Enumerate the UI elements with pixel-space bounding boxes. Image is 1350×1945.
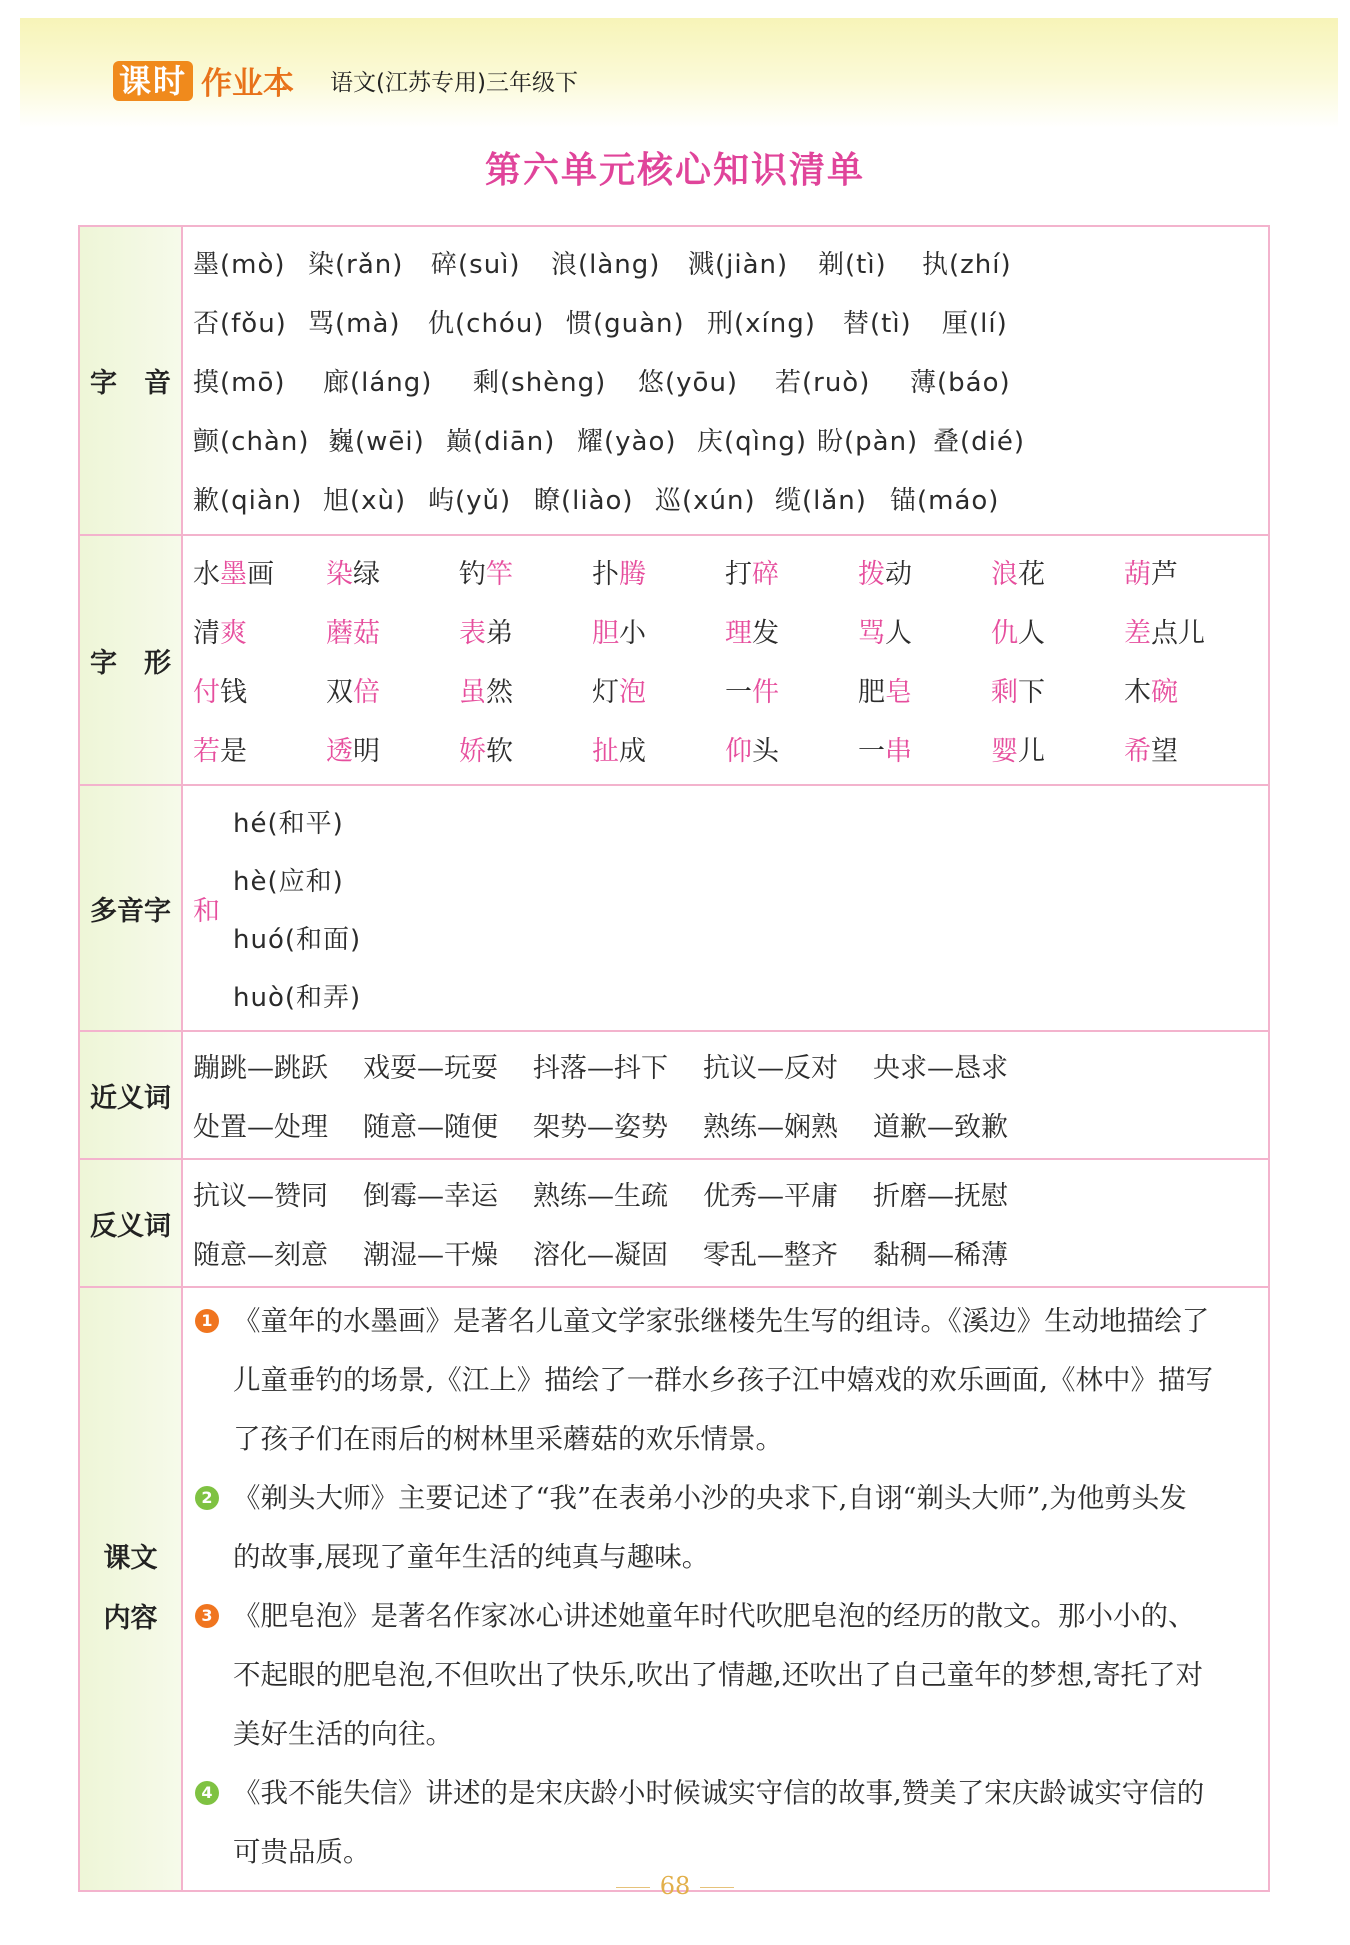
antonym-pair: 潮湿—干燥: [363, 1240, 498, 1271]
pronunciation-item: 剩(shèng): [473, 368, 607, 398]
form-word: [592, 670, 725, 709]
form-row: [193, 601, 1260, 660]
content-paragraph: [183, 1469, 1262, 1587]
pronunciation-item: 惯(guàn): [566, 309, 685, 339]
synonym-section: [79, 1031, 1269, 1159]
form-word-highlight: 件: [752, 677, 779, 708]
form-word: [991, 611, 1124, 650]
pronunciation-item: 廊(láng): [323, 368, 433, 398]
antonym-pair: 溶化—凝固: [533, 1240, 668, 1271]
pronunciation-item: 巅(diān): [446, 427, 556, 457]
form-word-highlight: 仰: [725, 736, 752, 767]
form-word-pre: 打: [725, 559, 752, 590]
polyphone-char: 和: [193, 895, 220, 927]
form-word-highlight: 胆: [592, 618, 619, 649]
pronunciation-item: 盼(pàn): [817, 427, 919, 457]
pronunciation-item: 巡(xún): [655, 486, 756, 516]
form-word-highlight: 皂: [885, 677, 912, 708]
form-word: [592, 552, 725, 591]
pronunciation-item: 颤(chàn): [193, 427, 310, 457]
form-word: [193, 670, 326, 709]
pronunciation-item: 替(tì): [843, 309, 912, 339]
synonym-pair: 架势—姿势: [533, 1112, 668, 1143]
form-word: [858, 611, 991, 650]
form-word-highlight: 浪: [991, 559, 1018, 590]
form-word-highlight: 串: [885, 736, 912, 767]
antonym-pair: 倒霉—幸运: [363, 1181, 498, 1212]
form-word: [459, 611, 592, 650]
form-word: [858, 552, 991, 591]
pronunciation-item: 骂(mà): [308, 309, 401, 339]
form-word-highlight: 差: [1124, 618, 1151, 649]
polyphone-reading: hè(应和): [233, 866, 344, 897]
antonym-pair: 黏稠—稀薄: [873, 1240, 1008, 1271]
brand-name: 作业本: [201, 66, 295, 102]
antonym-content: [182, 1159, 1269, 1287]
form-word-highlight: 墨: [220, 559, 247, 590]
antonym-section: [79, 1159, 1269, 1287]
pronunciation-item: 瞭(liào): [534, 486, 634, 516]
form-word-highlight: 骂: [858, 618, 885, 649]
pronunciation-row: [193, 233, 1260, 292]
pronunciation-content: [182, 226, 1269, 535]
form-word-post: 动: [885, 559, 912, 590]
synonym-row: [193, 1036, 1260, 1095]
form-word-highlight: 泡: [619, 677, 646, 708]
form-word-highlight: 拨: [858, 559, 885, 590]
form-word: [1124, 670, 1257, 709]
form-word-highlight: 碗: [1151, 677, 1178, 708]
synonym-pair: 处置—处理: [193, 1112, 328, 1143]
pronunciation-item: 浪(làng): [551, 250, 661, 280]
form-word: [991, 670, 1124, 709]
section-label-form: 字 形: [79, 535, 182, 785]
form-word: [725, 670, 858, 709]
form-row: [193, 719, 1260, 778]
form-word: [1124, 729, 1257, 768]
form-word-highlight: 付: [193, 677, 220, 708]
form-word-highlight: 葫: [1124, 559, 1151, 590]
form-word-post: 成: [619, 736, 646, 767]
pronunciation-item: 仇(chóu): [428, 309, 545, 339]
pronunciation-item: 刑(xíng): [707, 309, 816, 339]
form-word-pre: 清: [193, 618, 220, 649]
form-word: [1124, 552, 1257, 591]
paragraph-number-icon: 3: [195, 1604, 219, 1628]
synonym-pair: 央求—恳求: [873, 1053, 1008, 1084]
subject-label: 语文(江苏专用)三年级下: [330, 70, 578, 96]
form-word-post: 画: [247, 559, 274, 590]
form-word: [1124, 611, 1257, 650]
form-word-post: 软: [486, 736, 513, 767]
antonym-pair: 随意—刻意: [193, 1240, 328, 1271]
form-word: [459, 552, 592, 591]
content-paragraph: [183, 1292, 1262, 1469]
form-word: [193, 611, 326, 650]
form-word-post: 明: [353, 736, 380, 767]
form-word-pre: 一: [725, 677, 752, 708]
form-word-post: 钱: [220, 677, 247, 708]
pronunciation-item: 旭(xù): [323, 486, 407, 516]
form-word-post: 人: [885, 618, 912, 649]
antonym-row: [193, 1223, 1260, 1282]
form-word-post: 人: [1018, 618, 1045, 649]
polyphone-reading: huó(和面): [233, 924, 362, 955]
form-word-highlight: 理: [725, 618, 752, 649]
form-word: [459, 670, 592, 709]
form-word: [326, 552, 459, 591]
form-word-post: 花: [1018, 559, 1045, 590]
pronunciation-row: [193, 351, 1260, 410]
pronunciation-item: 墨(mò): [193, 250, 286, 280]
form-word-highlight: 虽: [459, 677, 486, 708]
pronunciation-item: 厘(lí): [942, 309, 1008, 339]
form-word-pre: 木: [1124, 677, 1151, 708]
form-section: [79, 535, 1269, 785]
form-word-pre: 扑: [592, 559, 619, 590]
polyphone-reading: huò(和弄): [233, 982, 362, 1013]
form-word-highlight: 表: [459, 618, 486, 649]
paragraph-text: 《肥皂泡》是著名作家冰心讲述她童年时代吹肥皂泡的经历的散文。那小小的、不起眼的肥皂泡,不但吹出了快乐,吹出了情趣,还吹出了自己童年的梦想,寄托了对美好生活的向往。: [233, 1600, 1203, 1750]
pronunciation-section: [79, 226, 1269, 535]
pronunciation-row: [193, 410, 1260, 469]
antonym-row: [193, 1164, 1260, 1223]
content-label-line2: 内容: [103, 1603, 158, 1634]
content-paragraph: [183, 1587, 1262, 1764]
pronunciation-item: 剃(tì): [818, 250, 887, 280]
pronunciation-item: 庆(qìng): [697, 427, 807, 457]
synonym-pair: 熟练—娴熟: [703, 1112, 838, 1143]
form-word: [858, 670, 991, 709]
section-label-content: [79, 1287, 182, 1891]
pronunciation-item: 歉(qiàn): [193, 486, 303, 516]
synonym-row: [193, 1095, 1260, 1154]
pronunciation-item: 染(rǎn): [308, 250, 404, 280]
lesson-content-section: [79, 1287, 1269, 1891]
form-word-highlight: 希: [1124, 736, 1151, 767]
pronunciation-row: [193, 469, 1260, 528]
form-row: [193, 660, 1260, 719]
form-word-post: 绿: [353, 559, 380, 590]
pronunciation-row: [193, 292, 1260, 351]
form-word-pre: 钓: [459, 559, 486, 590]
page-title: 第六单元核心知识清单: [484, 150, 865, 191]
form-word-post: 芦: [1151, 559, 1178, 590]
section-label-synonyms: 近义词: [79, 1031, 182, 1159]
form-word-highlight: 爽: [220, 618, 247, 649]
paragraph-number-icon: 4: [195, 1781, 219, 1805]
knowledge-table: [78, 225, 1270, 1892]
form-word: [725, 611, 858, 650]
lesson-content: [182, 1287, 1269, 1891]
pronunciation-item: 溅(jiàn): [688, 250, 789, 280]
form-word-post: 望: [1151, 736, 1178, 767]
form-word: [991, 552, 1124, 591]
synonym-pair: 蹦跳—跳跃: [193, 1053, 328, 1084]
section-label-antonyms: 反义词: [79, 1159, 182, 1287]
form-word-post: 头: [752, 736, 779, 767]
pronunciation-item: 悠(yōu): [638, 368, 739, 398]
form-word-highlight: 竿: [486, 559, 513, 590]
brand-logo: [113, 58, 294, 103]
form-word-highlight: 碎: [752, 559, 779, 590]
form-word-highlight: 腾: [619, 559, 646, 590]
antonym-pair: 零乱—整齐: [703, 1240, 838, 1271]
form-word: [326, 670, 459, 709]
synonym-content: [182, 1031, 1269, 1159]
synonym-pair: 戏耍—玩耍: [363, 1053, 498, 1084]
section-label-pronunciation: 字 音: [79, 226, 182, 535]
form-word: [725, 729, 858, 768]
form-word-highlight: 娇: [459, 736, 486, 767]
pronunciation-item: 耀(yào): [577, 427, 677, 457]
form-word: [592, 729, 725, 768]
synonym-pair: 抗议—反对: [703, 1053, 838, 1084]
antonym-pair: 抗议—赞同: [193, 1181, 328, 1212]
form-row: [193, 542, 1260, 601]
antonym-pair: 优秀—平庸: [703, 1181, 838, 1212]
paragraph-number-icon: 2: [195, 1486, 219, 1510]
pronunciation-item: 摸(mō): [193, 368, 286, 398]
form-word-highlight: 蘑菇: [326, 618, 380, 649]
polyphone-reading: hé(和平): [233, 808, 344, 839]
form-content: [182, 535, 1269, 785]
polyphone-readings: [233, 792, 361, 1024]
synonym-pair: 道歉—致歉: [873, 1112, 1008, 1143]
form-word-post: 下: [1018, 677, 1045, 708]
form-word-highlight: 染: [326, 559, 353, 590]
form-word-post: 是: [220, 736, 247, 767]
pronunciation-item: 若(ruò): [775, 368, 871, 398]
form-word-pre: 水: [193, 559, 220, 590]
form-word-pre: 肥: [858, 677, 885, 708]
form-word-post: 儿: [1018, 736, 1045, 767]
form-word: [858, 729, 991, 768]
synonym-pair: 抖落—抖下: [533, 1053, 668, 1084]
form-word-highlight: 透: [326, 736, 353, 767]
form-word-highlight: 婴: [991, 736, 1018, 767]
form-word-post: 点儿: [1151, 618, 1205, 649]
paragraph-text: 《剃头大师》主要记述了“我”在表弟小沙的央求下,自诩“剃头大师”,为他剪头发的故事,展现了童年生活的纯真与趣味。: [233, 1482, 1187, 1573]
form-word-highlight: 扯: [592, 736, 619, 767]
pronunciation-item: 屿(yǔ): [428, 486, 512, 516]
form-word: [991, 729, 1124, 768]
form-word-post: 发: [752, 618, 779, 649]
section-label-polyphone: 多音字: [79, 785, 182, 1031]
paragraph-text: 《我不能失信》讲述的是宋庆龄小时候诚实守信的故事,赞美了宋庆龄诚实守信的可贵品质。: [233, 1777, 1205, 1868]
antonym-pair: 熟练—生疏: [533, 1181, 668, 1212]
content-label-line1: 课文: [103, 1543, 158, 1574]
form-word-post: 弟: [486, 618, 513, 649]
form-word: [193, 552, 326, 591]
form-word-post: 小: [619, 618, 646, 649]
pronunciation-item: 叠(dié): [933, 427, 1026, 457]
form-word-highlight: 剩: [991, 677, 1018, 708]
form-word: [725, 552, 858, 591]
pronunciation-item: 缆(lǎn): [775, 486, 867, 516]
pronunciation-item: 执(zhí): [922, 250, 1012, 280]
form-word-pre: 一: [858, 736, 885, 767]
polyphone-section: [79, 785, 1269, 1031]
form-word: [326, 611, 459, 650]
pronunciation-item: 否(fǒu): [193, 309, 287, 339]
form-word-highlight: 倍: [353, 677, 380, 708]
synonym-pair: 随意—随便: [363, 1112, 498, 1143]
polyphone-content: [182, 785, 1269, 1031]
form-word-highlight: 仇: [991, 618, 1018, 649]
form-word: [459, 729, 592, 768]
pronunciation-item: 碎(suì): [431, 250, 521, 280]
form-word: [592, 611, 725, 650]
pronunciation-item: 巍(wēi): [328, 427, 425, 457]
content-paragraph: [183, 1764, 1262, 1882]
antonym-pair: 折磨—抚慰: [873, 1181, 1008, 1212]
form-word-pre: 双: [326, 677, 353, 708]
form-word: [193, 729, 326, 768]
page-number: 68: [0, 1872, 1350, 1900]
paragraph-text: 《童年的水墨画》是著名儿童文学家张继楼先生写的组诗。《溪边》生动地描绘了儿童垂钓的场景,《江上》描绘了一群水乡孩子江中嬉戏的欢乐画面,《林中》描写了孩子们在雨后的树林里采蘑菇的欢乐情景。: [233, 1305, 1213, 1455]
form-word-highlight: 若: [193, 736, 220, 767]
form-word-post: 然: [486, 677, 513, 708]
form-word-pre: 灯: [592, 677, 619, 708]
form-word: [326, 729, 459, 768]
pronunciation-item: 薄(báo): [910, 368, 1011, 398]
paragraph-number-icon: 1: [195, 1309, 219, 1333]
brand-box: 课时: [113, 61, 193, 101]
pronunciation-item: 锚(máo): [890, 486, 1000, 516]
